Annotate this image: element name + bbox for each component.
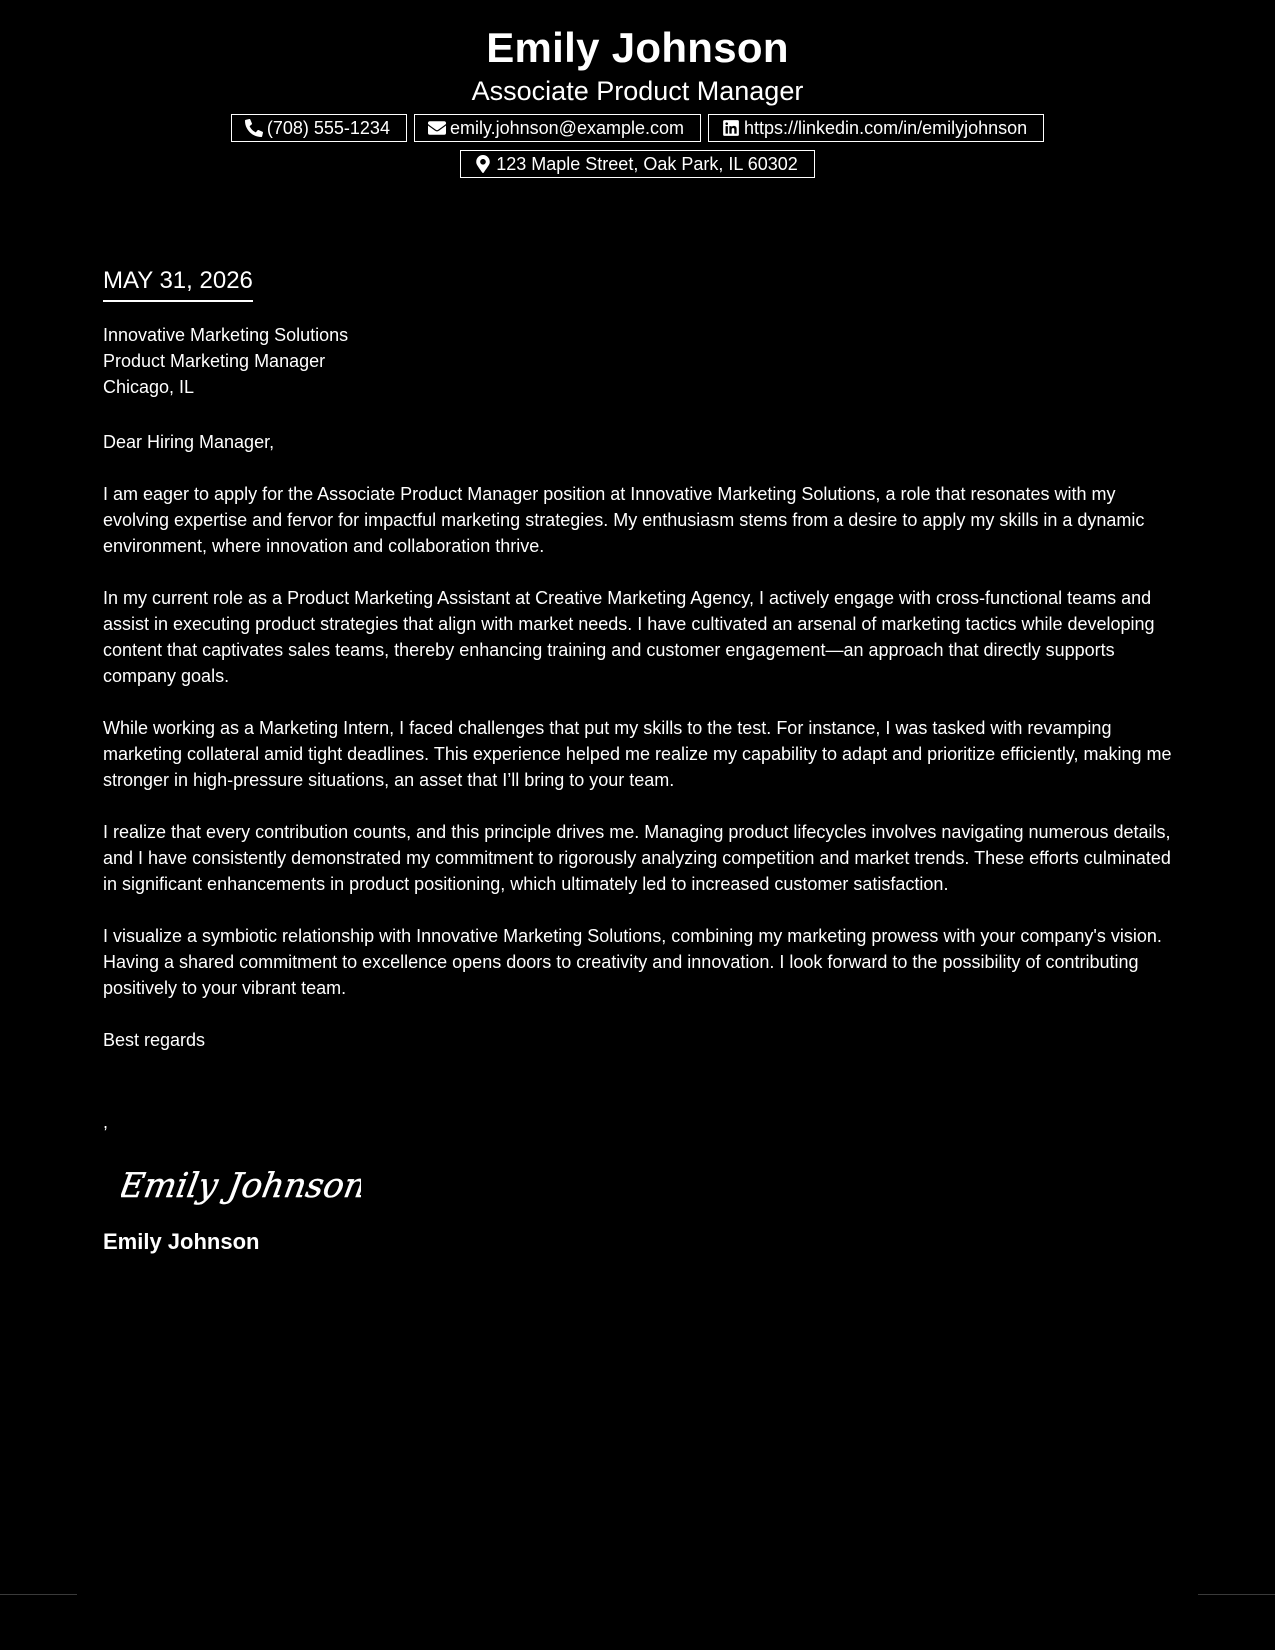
letter-body [103, 266, 1175, 1256]
linkedin-icon [722, 119, 740, 137]
signer-name: Emily Johnson [103, 1229, 260, 1254]
phone-icon [245, 119, 263, 137]
signature-image [121, 1155, 361, 1215]
closing-comma: , [103, 1112, 109, 1132]
signature-text: Emily Johnson [121, 1166, 361, 1206]
address-row [0, 150, 1275, 178]
phone-text: (708) 555-1234 [266, 117, 390, 138]
paragraph: I visualize a symbiotic relationship with Innovative Marketing Solutions, combining my marketing prowess with your company's vision. Having a shared commitment to excellence opens doors to creativity and innovation. I look forward to the possibility of contributing positively to your vibrant team. [103, 926, 1162, 998]
phone-contact[interactable] [231, 114, 407, 142]
email-contact[interactable] [414, 114, 701, 142]
recipient-company: Innovative Marketing Solutions [103, 325, 349, 345]
applicant-title: Associate Product Manager [471, 76, 804, 106]
linkedin-text: https://linkedin.com/in/emilyjohnson [744, 117, 1028, 138]
paragraph: While working as a Marketing Intern, I faced challenges that put my skills to the test. For instance, I was tasked with revamping marketing collateral amid tight deadlines. This experience helped me realize my capability to adapt and prioritize efficiently, making me stronger in high-pressure situations, an asset that I’ll bring to your team. [103, 718, 1172, 790]
recipient-position: Product Marketing Manager [103, 351, 326, 371]
letter-header [0, 22, 1275, 178]
envelope-icon [428, 119, 446, 137]
contact-row [0, 114, 1275, 142]
recipient-block [103, 322, 1175, 400]
salutation: Dear Hiring Manager, [103, 432, 275, 452]
applicant-name: Emily Johnson [486, 24, 789, 71]
paragraph: I realize that every contribution counts, and this principle drives me. Managing product lifecycles involves navigating numerous details, and I have consistently demonstrated my commitment to rigorously analyzing competition and market trends. These efforts culminated in significant enhancements in product positioning, which ultimately led to increased customer satisfaction. [103, 822, 1171, 894]
address-contact [460, 150, 815, 178]
linkedin-contact[interactable] [708, 114, 1044, 142]
email-text: emily.johnson@example.com [449, 117, 684, 138]
address-text: 123 Maple Street, Oak Park, IL 60302 [496, 153, 798, 174]
recipient-location: Chicago, IL [103, 377, 195, 397]
letter-date: MAY 31, 2026 [103, 266, 253, 302]
footer-divider-right [1198, 1594, 1275, 1595]
paragraph: I am eager to apply for the Associate Product Manager position at Innovative Marketing Solutions, a role that resonates with my evolving expertise and fervor for impactful marketing strategies. My enthusiasm stems from a desire to apply my skills in a dynamic environment, where innovation and collaboration thrive. [103, 484, 1145, 556]
paragraph: In my current role as a Product Marketing Assistant at Creative Marketing Agency, I actively engage with cross-functional teams and assist in executing product strategies that align with market needs. I have cultivated an arsenal of marketing tactics while developing content that captivates sales teams, thereby enhancing training and customer engagement—an approach that directly supports company goals. [103, 588, 1155, 686]
closing: Best regards [103, 1030, 206, 1050]
map-marker-icon [474, 155, 492, 173]
footer-divider-left [0, 1594, 77, 1595]
